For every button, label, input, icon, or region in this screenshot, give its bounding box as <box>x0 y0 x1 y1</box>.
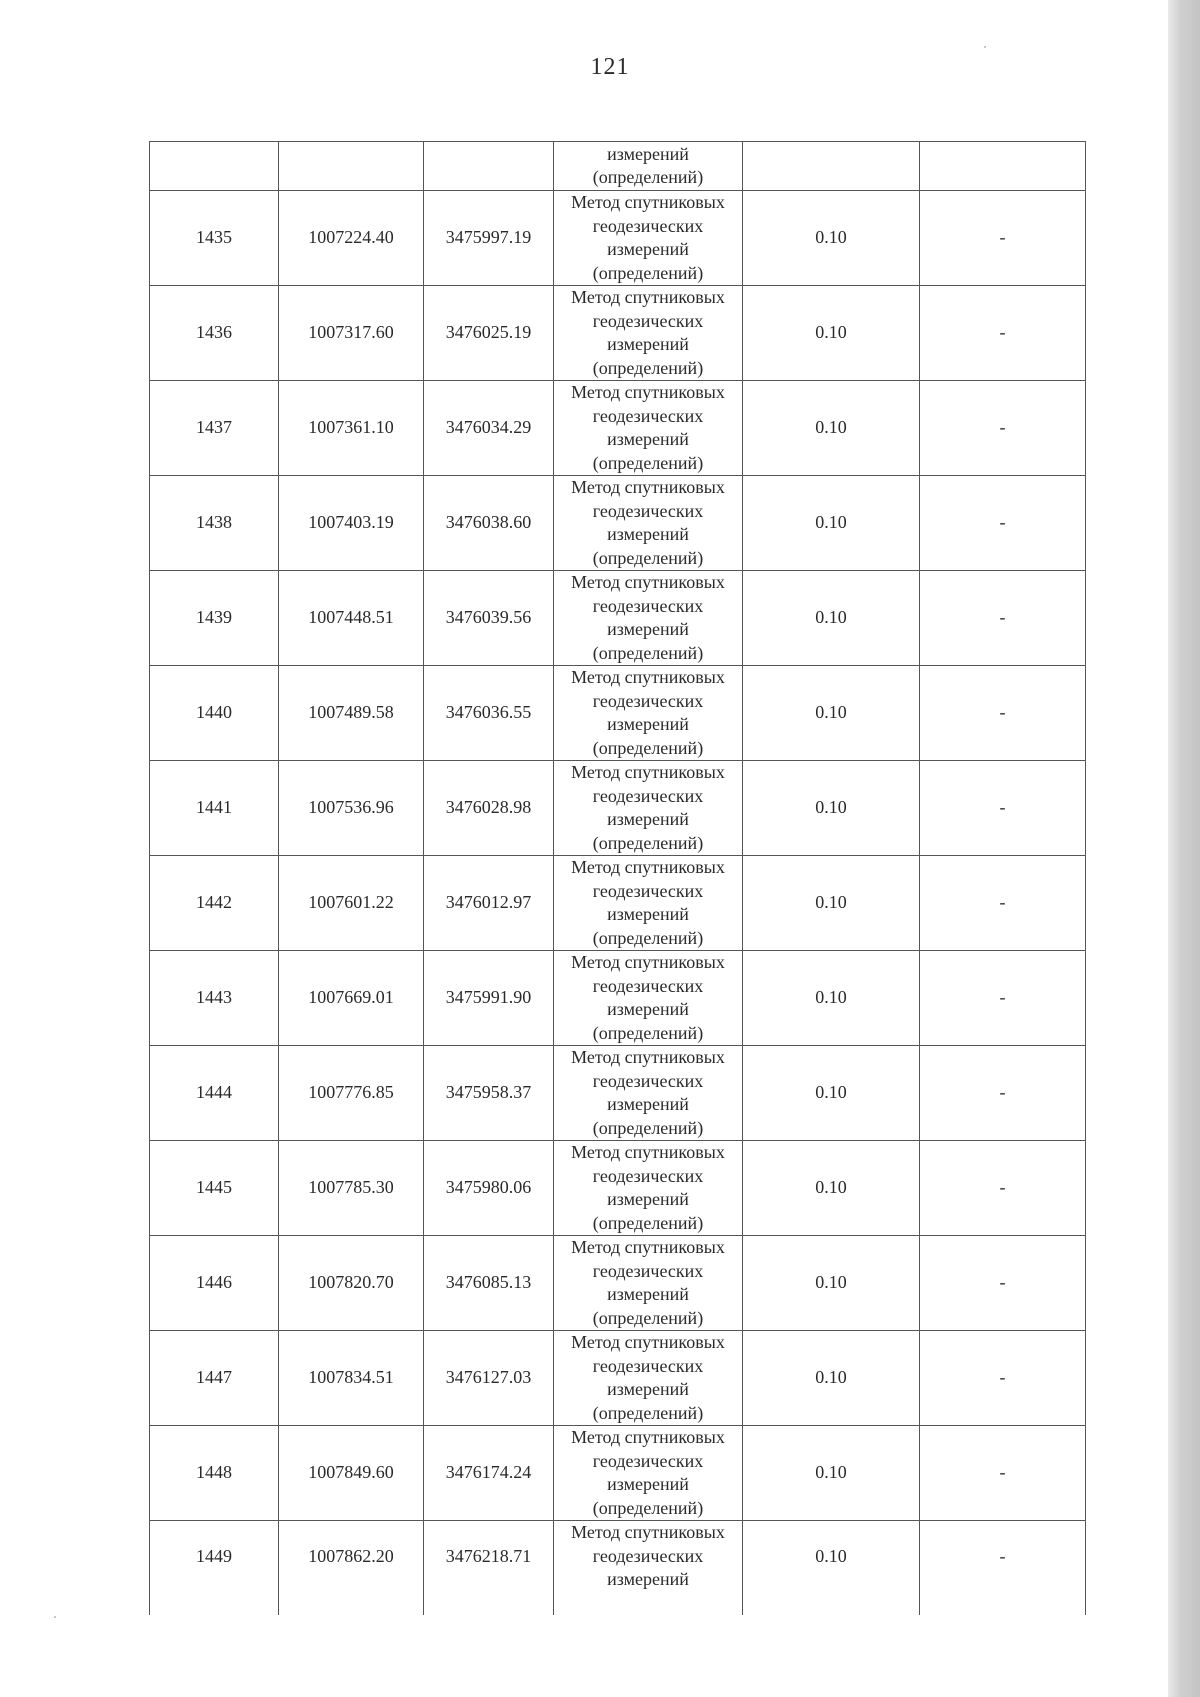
point-number-cell: 1448 <box>150 1426 279 1521</box>
x-coordinate-cell: 1007403.19 <box>279 476 424 571</box>
table-row <box>150 1236 1086 1331</box>
method-cell: Метод спутниковых геодезических измерений (определений) <box>554 476 743 571</box>
table-row-continuation <box>150 142 1086 191</box>
table-row <box>150 571 1086 666</box>
note-cell: - <box>920 1521 1086 1616</box>
x-coordinate-cell: 1007820.70 <box>279 1236 424 1331</box>
x-coordinate-cell: 1007489.58 <box>279 666 424 761</box>
x-coordinate-cell: 1007669.01 <box>279 951 424 1046</box>
point-number-cell: 1447 <box>150 1331 279 1426</box>
y-coordinate-cell: 3476012.97 <box>424 856 554 951</box>
y-coordinate-cell: 3475991.90 <box>424 951 554 1046</box>
y-coordinate-cell: 3476038.60 <box>424 476 554 571</box>
x-coordinate-cell <box>279 142 424 191</box>
method-cell: Метод спутниковых геодезических измерений <box>554 1521 743 1616</box>
accuracy-cell: 0.10 <box>743 1141 920 1236</box>
note-cell: - <box>920 571 1086 666</box>
point-number-cell: 1437 <box>150 381 279 476</box>
note-cell: - <box>920 476 1086 571</box>
note-cell: - <box>920 666 1086 761</box>
y-coordinate-cell: 3475958.37 <box>424 1046 554 1141</box>
table-row <box>150 381 1086 476</box>
method-cell: измерений (определений) <box>554 142 743 191</box>
x-coordinate-cell: 1007785.30 <box>279 1141 424 1236</box>
accuracy-cell: 0.10 <box>743 1331 920 1426</box>
note-cell: - <box>920 1426 1086 1521</box>
method-cell: Метод спутниковых геодезических измерений (определений) <box>554 286 743 381</box>
point-number-cell: 1439 <box>150 571 279 666</box>
x-coordinate-cell: 1007849.60 <box>279 1426 424 1521</box>
x-coordinate-cell: 1007361.10 <box>279 381 424 476</box>
method-cell: Метод спутниковых геодезических измерений (определений) <box>554 951 743 1046</box>
note-cell: - <box>920 1046 1086 1141</box>
y-coordinate-cell: 3476127.03 <box>424 1331 554 1426</box>
accuracy-cell: 0.10 <box>743 571 920 666</box>
method-cell: Метод спутниковых геодезических измерений (определений) <box>554 381 743 476</box>
method-cell: Метод спутниковых геодезических измерений (определений) <box>554 856 743 951</box>
accuracy-cell: 0.10 <box>743 191 920 286</box>
point-number-cell: 1446 <box>150 1236 279 1331</box>
table-row <box>150 191 1086 286</box>
method-cell: Метод спутниковых геодезических измерений (определений) <box>554 191 743 286</box>
page-number: 121 <box>590 54 630 80</box>
table-row <box>150 1426 1086 1521</box>
point-number-cell: 1441 <box>150 761 279 856</box>
point-number-cell: 1449 <box>150 1521 279 1616</box>
x-coordinate-cell: 1007448.51 <box>279 571 424 666</box>
accuracy-cell: 0.10 <box>743 666 920 761</box>
note-cell: - <box>920 856 1086 951</box>
point-number-cell: 1438 <box>150 476 279 571</box>
x-coordinate-cell: 1007862.20 <box>279 1521 424 1616</box>
point-number-cell: 1443 <box>150 951 279 1046</box>
x-coordinate-cell: 1007317.60 <box>279 286 424 381</box>
method-cell: Метод спутниковых геодезических измерений (определений) <box>554 1426 743 1521</box>
note-cell: - <box>920 381 1086 476</box>
table-row <box>150 476 1086 571</box>
table-row <box>150 951 1086 1046</box>
note-cell: - <box>920 286 1086 381</box>
accuracy-cell: 0.10 <box>743 1521 920 1616</box>
note-cell: - <box>920 1141 1086 1236</box>
method-cell: Метод спутниковых геодезических измерений (определений) <box>554 1236 743 1331</box>
method-cell: Метод спутниковых геодезических измерений (определений) <box>554 761 743 856</box>
y-coordinate-cell <box>424 142 554 191</box>
point-number-cell: 1445 <box>150 1141 279 1236</box>
accuracy-cell <box>743 142 920 191</box>
point-number-cell: 1442 <box>150 856 279 951</box>
note-cell: - <box>920 1236 1086 1331</box>
table-row <box>150 856 1086 951</box>
scan-speck <box>54 1616 56 1618</box>
scan-page-edge <box>1168 0 1200 1697</box>
y-coordinate-cell: 3475997.19 <box>424 191 554 286</box>
table-row <box>150 286 1086 381</box>
y-coordinate-cell: 3476025.19 <box>424 286 554 381</box>
y-coordinate-cell: 3475980.06 <box>424 1141 554 1236</box>
y-coordinate-cell: 3476039.56 <box>424 571 554 666</box>
table-row-cut-off <box>150 1521 1086 1616</box>
y-coordinate-cell: 3476085.13 <box>424 1236 554 1331</box>
accuracy-cell: 0.10 <box>743 381 920 476</box>
note-cell <box>920 142 1086 191</box>
table-row <box>150 1046 1086 1141</box>
accuracy-cell: 0.10 <box>743 951 920 1046</box>
x-coordinate-cell: 1007776.85 <box>279 1046 424 1141</box>
accuracy-cell: 0.10 <box>743 1426 920 1521</box>
y-coordinate-cell: 3476028.98 <box>424 761 554 856</box>
method-cell: Метод спутниковых геодезических измерений (определений) <box>554 571 743 666</box>
accuracy-cell: 0.10 <box>743 856 920 951</box>
x-coordinate-cell: 1007601.22 <box>279 856 424 951</box>
x-coordinate-cell: 1007536.96 <box>279 761 424 856</box>
point-number-cell <box>150 142 279 191</box>
x-coordinate-cell: 1007834.51 <box>279 1331 424 1426</box>
x-coordinate-cell: 1007224.40 <box>279 191 424 286</box>
scan-speck <box>984 46 986 48</box>
table-row <box>150 1141 1086 1236</box>
method-cell: Метод спутниковых геодезических измерений (определений) <box>554 1331 743 1426</box>
note-cell: - <box>920 191 1086 286</box>
table-row <box>150 761 1086 856</box>
y-coordinate-cell: 3476218.71 <box>424 1521 554 1616</box>
accuracy-cell: 0.10 <box>743 1236 920 1331</box>
note-cell: - <box>920 1331 1086 1426</box>
accuracy-cell: 0.10 <box>743 761 920 856</box>
y-coordinate-cell: 3476174.24 <box>424 1426 554 1521</box>
method-cell: Метод спутниковых геодезических измерений (определений) <box>554 1046 743 1141</box>
table-row <box>150 666 1086 761</box>
accuracy-cell: 0.10 <box>743 1046 920 1141</box>
accuracy-cell: 0.10 <box>743 286 920 381</box>
y-coordinate-cell: 3476034.29 <box>424 381 554 476</box>
point-number-cell: 1436 <box>150 286 279 381</box>
method-cell: Метод спутниковых геодезических измерений (определений) <box>554 666 743 761</box>
accuracy-cell: 0.10 <box>743 476 920 571</box>
note-cell: - <box>920 761 1086 856</box>
note-cell: - <box>920 951 1086 1046</box>
point-number-cell: 1435 <box>150 191 279 286</box>
y-coordinate-cell: 3476036.55 <box>424 666 554 761</box>
point-number-cell: 1444 <box>150 1046 279 1141</box>
coordinates-table <box>149 141 1086 1615</box>
table-row <box>150 1331 1086 1426</box>
method-cell: Метод спутниковых геодезических измерений (определений) <box>554 1141 743 1236</box>
point-number-cell: 1440 <box>150 666 279 761</box>
